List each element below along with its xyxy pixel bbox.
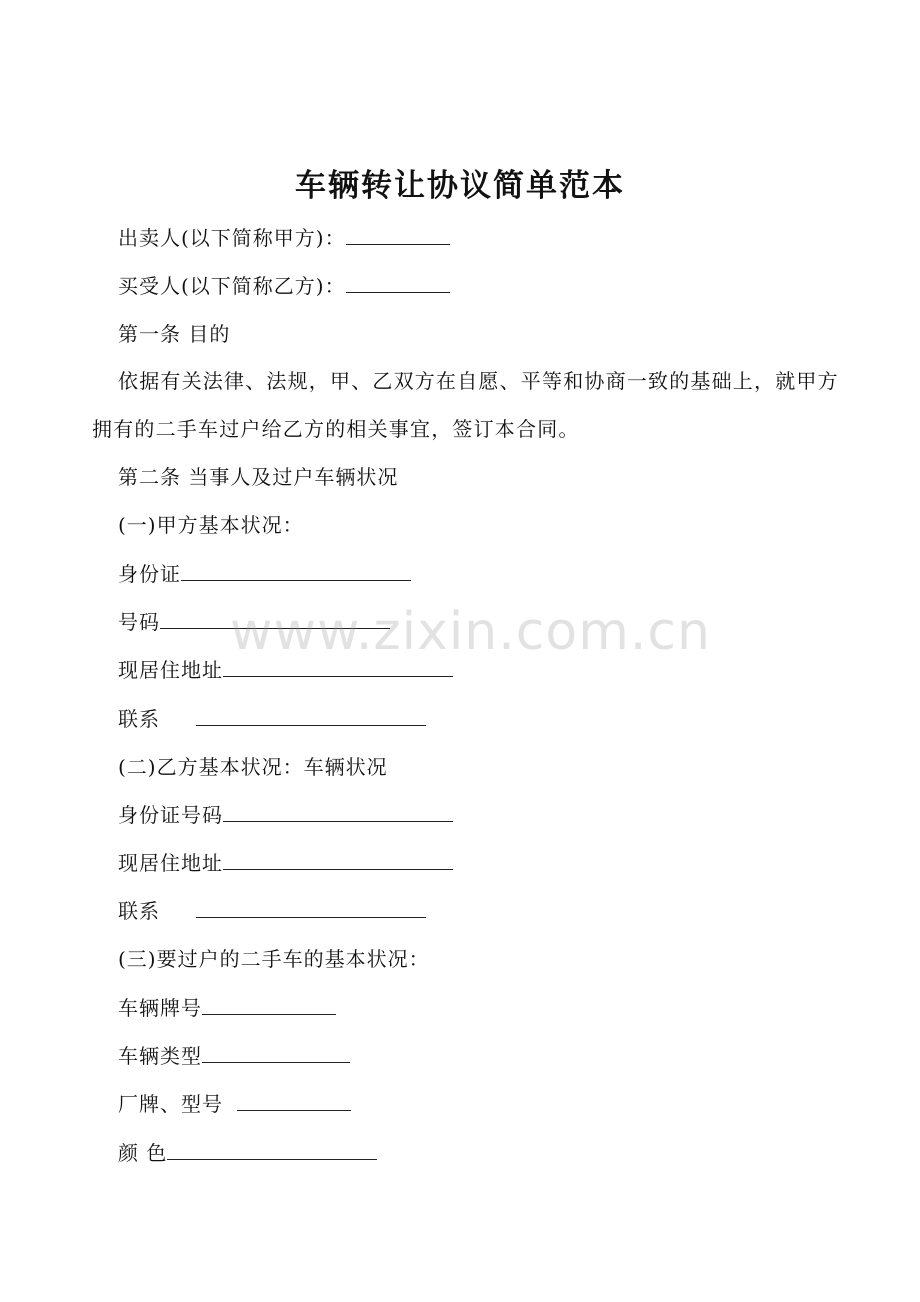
type-label: 车辆类型 [118,1044,202,1068]
brand-blank [237,1090,351,1111]
party-b-address-line [118,849,453,877]
party-a-heading: (一)甲方基本状况： [118,513,304,537]
party-b-contact-label: 联系 [118,899,160,923]
color-label: 颜 色 [118,1141,168,1165]
article1-text: 依据有关法律、法规，甲、乙双方在自愿、平等和协商一致的基础上，就甲方拥有的二手车过户给乙方的相关事宜，签订本合同。 [92,369,839,441]
watermark: www.zixin.com.cn [230,602,711,662]
party-a-address-label: 现居住地址 [118,658,223,682]
type-line [118,1042,350,1070]
party-b-id-blank [223,801,453,822]
party-b-id-label: 身份证号码 [118,803,223,827]
brand-label: 厂牌、型号 [118,1092,223,1116]
party-b-contact-blank [196,897,426,918]
seller-label: 出卖人(以下简称甲方)： [118,226,346,250]
color-blank [167,1139,377,1160]
vehicle-heading: (三)要过户的二手车的基本状况： [118,947,430,971]
buyer-label: 买受人(以下简称乙方)： [118,274,346,298]
article2-heading: 第二条 当事人及过户车辆状况 [118,465,399,489]
plate-blank [202,994,336,1015]
party-b-heading: (二)乙方基本状况：车辆状况 [118,755,388,779]
party-a-contact-label: 联系 [118,707,160,731]
type-blank [202,1042,350,1063]
party-a-id-blank [181,560,411,581]
article1-heading: 第一条 目的 [118,322,231,346]
document-title: 车辆转让协议简单范本 [295,168,625,204]
party-b-contact-line [118,897,426,925]
party-a-number-label: 号码 [118,610,160,634]
party-b-address-label: 现居住地址 [118,851,223,875]
color-line [118,1139,377,1167]
brand-line [118,1090,351,1118]
buyer-line [118,272,450,300]
seller-line [118,224,450,252]
seller-blank [346,224,450,245]
party-a-id-line [118,560,411,588]
party-a-id-label: 身份证 [118,562,181,586]
party-b-id-line [118,801,453,829]
plate-line [118,994,336,1022]
party-a-contact-line [118,705,426,733]
party-b-address-blank [223,849,453,870]
buyer-blank [346,272,450,293]
party-a-contact-blank [196,705,426,726]
plate-label: 车辆牌号 [118,996,202,1020]
